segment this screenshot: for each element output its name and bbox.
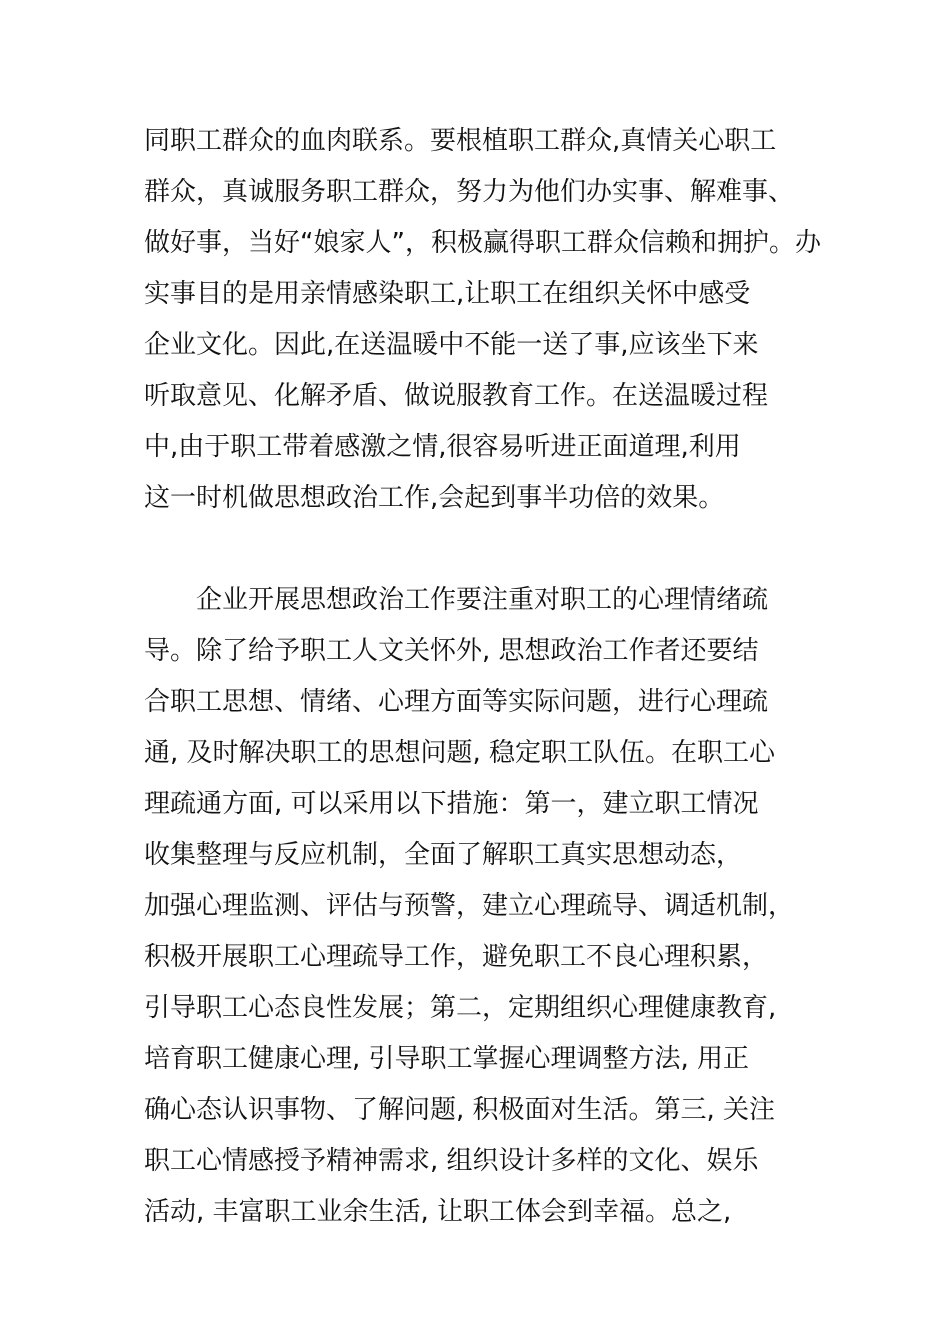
text-line: 同职工群众的血肉联系。要根植职工群众,真情关心职工 <box>144 126 777 156</box>
text-line: 理疏通方面, 可以采用以下措施：第一，建立职工情况 <box>144 789 759 819</box>
text-line: 听取意见、化解矛盾、做说服教育工作。在送温暖过程 <box>144 381 769 411</box>
text-line: 实事目的是用亲情感染职工,让职工在组织关怀中感受 <box>144 279 751 309</box>
text-line: 做好事，当好“娘家人”，积极赢得职工群众信赖和拥护。办 <box>144 228 821 258</box>
text-line: 这一时机做思想政治工作,会起到事半功倍的效果。 <box>144 483 725 513</box>
text-line-indented: 企业开展思想政治工作要注重对职工的心理情绪疏 <box>196 585 769 615</box>
text-line: 积极开展职工心理疏导工作，避免职工不良心理积累， <box>144 942 769 972</box>
text-line: 培育职工健康心理, 引导职工掌握心理调整方法, 用正 <box>144 1044 750 1074</box>
text-line: 引导职工心态良性发展；第二，定期组织心理健康教育, <box>144 993 777 1023</box>
text-line: 通, 及时解决职工的思想问题, 稳定职工队伍。在职工心 <box>144 738 776 768</box>
text-line: 合职工思想、情绪、心理方面等实际问题，进行心理疏 <box>144 687 769 717</box>
paragraph-1 <box>144 116 824 524</box>
text-line: 群众，真诚服务职工群众，努力为他们办实事、解难事、 <box>144 177 795 207</box>
text-line: 确心态认识事物、了解问题, 积极面对生活。第三, 关注 <box>144 1095 776 1125</box>
text-line: 收集整理与反应机制，全面了解职工真实思想动态， <box>144 840 743 870</box>
text-line: 活动, 丰富职工业余生活, 让职工体会到幸福。总之, <box>144 1197 732 1227</box>
text-line: 导。除了给予职工人文关怀外, 思想政治工作者还要结 <box>144 636 759 666</box>
text-line: 职工心情感授予精神需求, 组织设计多样的文化、娱乐 <box>144 1146 759 1176</box>
text-line: 中,由于职工带着感激之情,很容易听进正面道理,利用 <box>144 432 741 462</box>
paragraph-2 <box>144 575 824 1238</box>
text-line: 加强心理监测、评估与预警，建立心理疏导、调适机制， <box>144 891 795 921</box>
text-line: 企业文化。因此,在送温暖中不能一送了事,应该坐下来 <box>144 330 759 360</box>
